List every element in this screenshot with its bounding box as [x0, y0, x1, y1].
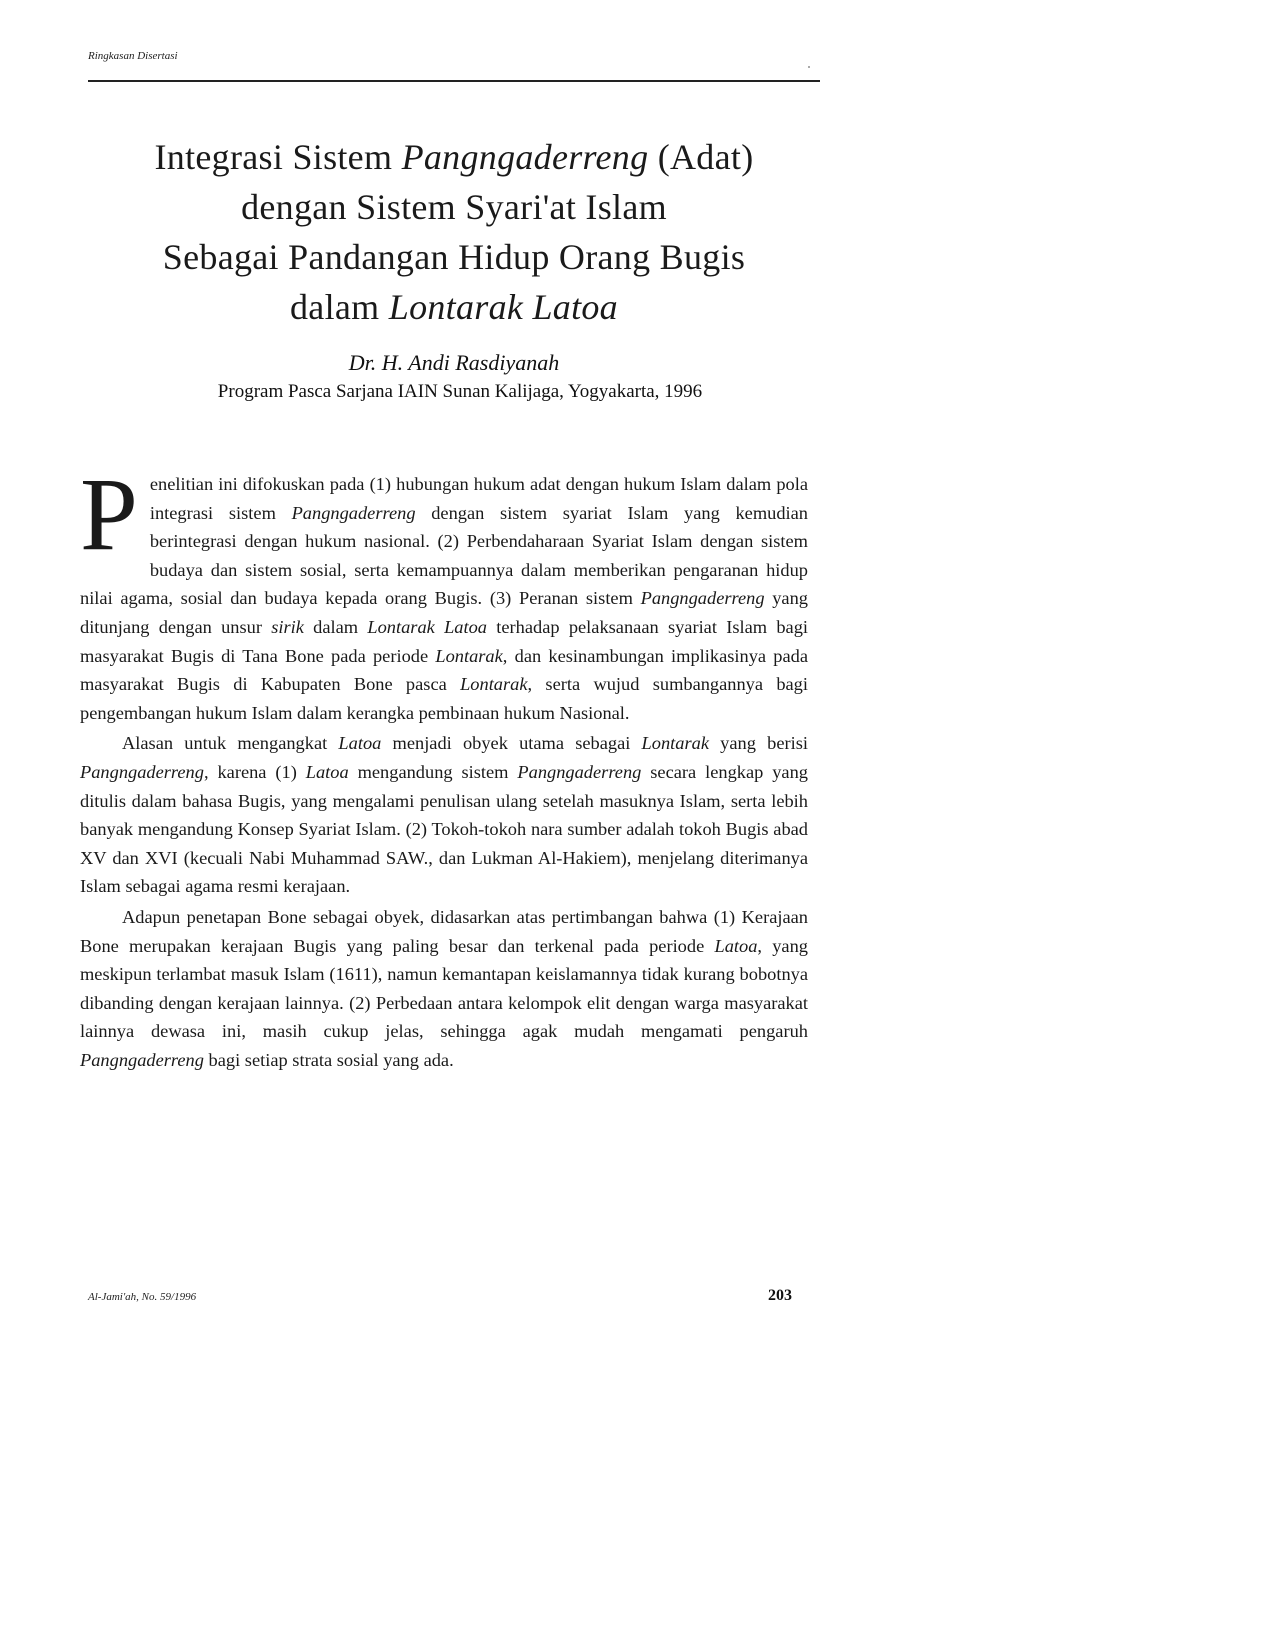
text: Adapun penetapan Bone sebagai obyek, didasarkan atas pertimbangan bahwa (1) Kerajaan Bone merupakan kerajaan Bugis yang paling besar dan terkenal pada periode	[80, 906, 808, 956]
article-title	[88, 132, 820, 332]
italic-term: Lontarak	[641, 733, 709, 754]
text: dengan sistem syariat Islam yang kemudian berintegrasi dengan hukum nasional. (2) Perbendaharaan Syariat Islam dengan sistem budaya dan sistem sosial, serta kemampuannya dalam memberikan pengaranan hidup nilai agama, sosial dan budaya kepada orang Bugis. (3) Peranan sistem	[80, 502, 808, 609]
title-line-2: dengan Sistem Syari'at Islam	[241, 187, 667, 227]
text: dalam	[303, 616, 368, 637]
page-number: 203	[768, 1287, 792, 1304]
text: enelitian ini difokuskan pada (1) hubungan hukum adat dengan hukum Islam dalam pola integrasi sistem	[149, 474, 808, 523]
text: , dan kesinambungan implikasinya pada masyarakat Bugis di Kabupaten Bone pasca	[80, 645, 808, 695]
text: Alasan untuk mengangkat	[122, 733, 339, 754]
text: secara lengkap yang ditulis dalam bahasa Bugis, yang mengalami penulisan ulang setelah masuknya Islam, serta lebih banyak mengandung Konsep Syariat Islam. (2) Tokoh-tokoh nara sumber adalah tokoh Bugis abad XV dan XVI (kecuali Nabi Muhammad SAW., dan Lukman Al-Hakiem), menjelang diterimanya Islam sebagai agama resmi kerajaan.	[80, 761, 808, 897]
paragraph-1	[80, 457, 808, 727]
italic-term: Latoa	[305, 761, 349, 782]
title-line-3: Sebagai Pandangan Hidup Orang Bugis	[162, 237, 746, 277]
italic-term: Lontarak Latoa	[367, 616, 487, 637]
header-rule	[88, 80, 820, 82]
text: bagi setiap strata sosial yang ada.	[203, 1049, 454, 1070]
author-affiliation: Program Pasca Sarjana IAIN Sunan Kalijaga, Yogyakarta, 1996	[217, 381, 703, 402]
text: yang ditunjang dengan unsur	[80, 588, 808, 637]
text: menjadi obyek utama sebagai	[381, 733, 642, 754]
paragraph-2	[80, 729, 808, 901]
journal-citation: Al-Jami'ah, No. 59/1996	[88, 1291, 197, 1303]
text: mengandung sistem	[348, 761, 518, 782]
scan-artifact	[808, 66, 810, 68]
text: terhadap pelaksanaan syariat Islam bagi masyarakat Bugis di Tana Bone pada periode	[80, 616, 808, 666]
title-line-1	[88, 132, 820, 182]
running-head: Ringkasan Disertasi	[88, 50, 178, 62]
text: , karena (1)	[203, 761, 306, 782]
title-italic-term: Lontarak Latoa	[388, 287, 618, 327]
italic-term: sirik	[271, 616, 304, 637]
title-text: Integrasi Sistem	[154, 137, 402, 177]
title-text: (Adat)	[648, 137, 754, 177]
italic-term: Latoa	[714, 935, 758, 956]
text: , yang meskipun terlambat masuk Islam (1611), namun kemantapan keislamannya tidak kurang bobotnya dibanding dengan kerajaan lainnya. (2) Perbedaan antara kelompok elit dengan warga masyarakat lainnya dewasa ini, masih cukup jelas, sehingga agak mudah mengamati pengaruh	[80, 935, 808, 1042]
article-body	[80, 457, 808, 1074]
text: yang berisi	[709, 733, 808, 754]
italic-term: Lontarak	[460, 674, 528, 695]
title-line-4	[88, 282, 820, 332]
title-text: dalam	[289, 287, 389, 327]
title-italic-term: Pangngaderreng	[401, 137, 649, 177]
italic-term: Pangngaderreng	[640, 588, 765, 609]
italic-term: Lontarak	[435, 645, 503, 666]
italic-term: Pangngaderreng	[80, 1049, 204, 1070]
italic-term: Pangngaderreng	[517, 761, 642, 782]
author-name: Dr. H. Andi Rasdiyanah	[348, 350, 560, 375]
italic-term: Latoa	[338, 733, 382, 754]
italic-term: Pangngaderreng	[80, 761, 204, 782]
text: , serta wujud sumbangannya bagi pengembangan hukum Islam dalam kerangka pembinaan hukum Nasional.	[80, 674, 808, 723]
drop-cap: P	[80, 457, 138, 572]
italic-term: Pangngaderreng	[291, 502, 416, 523]
paragraph-3	[80, 903, 808, 1075]
